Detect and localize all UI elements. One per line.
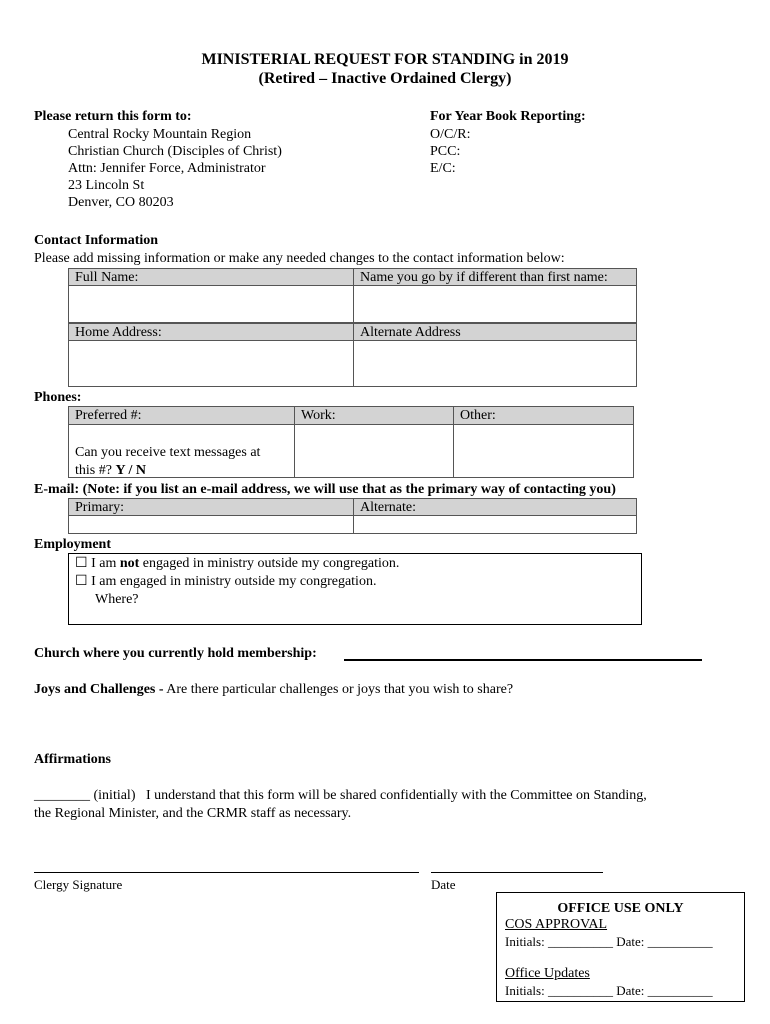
- checkbox-icon[interactable]: ☐: [75, 574, 88, 589]
- affirmations-heading: Affirmations: [34, 752, 111, 767]
- office-use-box: [496, 892, 745, 1002]
- alternate-address-label: Alternate Address: [353, 323, 637, 341]
- joys-row: [34, 681, 513, 698]
- full-name-label: Full Name:: [68, 268, 354, 286]
- preferred-phone-field[interactable]: [68, 424, 295, 478]
- work-phone-field[interactable]: [294, 424, 454, 478]
- initial-blank[interactable]: ________: [34, 788, 90, 803]
- church-field[interactable]: [344, 659, 702, 661]
- clergy-signature-field[interactable]: [34, 872, 419, 873]
- employment-box: [68, 553, 642, 625]
- text-yes-no[interactable]: Y / N: [115, 463, 147, 478]
- alternate-address-field[interactable]: [353, 340, 637, 387]
- form-subtitle: (Retired – Inactive Ordained Clergy): [258, 70, 512, 87]
- clergy-signature-label: Clergy Signature: [34, 877, 123, 892]
- joys-question: Are there particular challenges or joys that you wish to share?: [166, 682, 514, 697]
- yearbook-block: [430, 126, 470, 177]
- name-go-by-label: Name you go by if different than first name:: [353, 268, 637, 286]
- email-primary-label: Primary:: [68, 498, 354, 516]
- name-go-by-field[interactable]: [353, 285, 637, 323]
- address-line: Central Rocky Mountain Region: [68, 127, 252, 142]
- work-phone-label: Work:: [294, 406, 454, 425]
- affirmation-line-1: [34, 787, 647, 804]
- full-name-field[interactable]: [68, 285, 354, 323]
- yearbook-pcc: PCC:: [430, 144, 461, 159]
- employment-option-engaged: [75, 573, 376, 590]
- cos-approval-label: COS APPROVAL: [505, 917, 608, 932]
- home-address-label: Home Address:: [68, 323, 354, 341]
- address-line: 23 Lincoln St: [68, 178, 145, 193]
- office-updates-label: Office Updates: [505, 966, 590, 981]
- initial-label: (initial): [93, 788, 136, 803]
- email-heading: E-mail: (Note: if you list an e-mail address, we will use that as the primary way of contacting you): [34, 482, 616, 497]
- home-address-field[interactable]: [68, 340, 354, 387]
- employment-opt1-pre: I am: [91, 556, 120, 571]
- yearbook-ocr: O/C/R:: [430, 127, 471, 142]
- employment-opt1-post: engaged in ministry outside my congregation.: [139, 556, 400, 571]
- other-phone-field[interactable]: [453, 424, 634, 478]
- return-heading: Please return this form to:: [34, 109, 192, 124]
- checkbox-icon[interactable]: ☐: [75, 556, 88, 571]
- address-line: Attn: Jennifer Force, Administrator: [68, 161, 266, 176]
- address-line: Denver, CO 80203: [68, 195, 174, 210]
- cos-initials-date[interactable]: Initials: __________ Date: __________: [505, 934, 713, 949]
- form-title: MINISTERIAL REQUEST FOR STANDING in 2019: [201, 51, 569, 68]
- phones-heading: Phones:: [34, 390, 82, 405]
- employment-opt1-bold: not: [119, 556, 140, 571]
- address-line: Christian Church (Disciples of Christ): [68, 144, 282, 159]
- updates-initials-date[interactable]: Initials: __________ Date: __________: [505, 983, 713, 998]
- joys-label: Joys and Challenges -: [34, 682, 164, 697]
- yearbook-ec: E/C:: [430, 161, 456, 176]
- church-label: Church where you currently hold membership:: [34, 646, 317, 661]
- date-field[interactable]: [431, 872, 603, 873]
- contact-heading: Contact Information: [34, 233, 159, 248]
- text-message-question: Can you receive text messages at: [75, 445, 261, 460]
- employment-where: Where?: [95, 592, 139, 607]
- other-phone-label: Other:: [453, 406, 634, 425]
- employment-heading: Employment: [34, 537, 111, 552]
- employment-opt2: I am engaged in ministry outside my congregation.: [91, 574, 377, 589]
- yearbook-heading: For Year Book Reporting:: [430, 109, 586, 124]
- employment-option-not: [75, 555, 399, 572]
- preferred-phone-label: Preferred #:: [68, 406, 295, 425]
- return-address-block: [68, 126, 282, 211]
- text-message-question-cont: this #?: [75, 463, 112, 478]
- email-primary-field[interactable]: [68, 515, 354, 534]
- text-message-question-2: [75, 462, 146, 479]
- contact-instruction: Please add missing information or make any needed changes to the contact information below:: [34, 251, 565, 266]
- affirmation-text-1: I understand that this form will be shared confidentially with the Committee on Standing,: [146, 788, 647, 803]
- email-alternate-field[interactable]: [353, 515, 637, 534]
- affirmation-text-2: the Regional Minister, and the CRMR staff as necessary.: [34, 806, 352, 821]
- date-label: Date: [431, 877, 456, 892]
- email-alternate-label: Alternate:: [353, 498, 637, 516]
- office-use-heading: OFFICE USE ONLY: [557, 901, 684, 916]
